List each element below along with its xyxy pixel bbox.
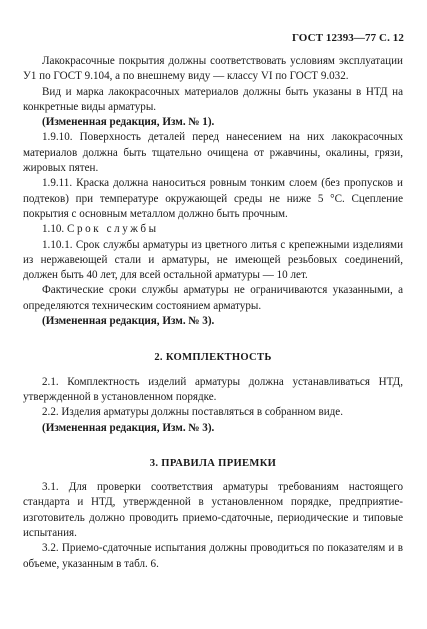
- revision-note: (Измененная редакция, Изм. № 3).: [42, 421, 215, 434]
- paragraph-1-10-1: 1.10.1. Срок службы арматуры из цветного литья с крепежными изделиями из нержавеющей стали и арматуры, не имеющей резьбовых соединений, должен быть 40 лет, для всей остальной арматуры — 10 лет.: [23, 238, 403, 282]
- paragraph-3-1: 3.1. Для проверки соответствия арматуры требованиям настоящего стандарта и НТД, утвержденной в установленном порядке, предприятие-изготовитель должно проводить приемо-сдаточные, периодические и типовые испытания.: [23, 481, 403, 540]
- section-heading-3: 3. ПРАВИЛА ПРИЕМКИ: [149, 457, 277, 469]
- paragraph-2-2: 2.2. Изделия арматуры должны поставляться в собранном виде.: [42, 406, 343, 419]
- paragraph-2-1: 2.1. Комплектность изделий арматуры должна устанавливаться НТД, утвержденной в установленном порядке.: [23, 375, 403, 403]
- paragraph-coatings: Лакокрасочные покрытия должны соответствовать условиям эксплуатации У1 по ГОСТ 9.104, а по внешнему виду — классу VI по ГОСТ 9.032.: [23, 55, 403, 83]
- paragraph-actual-service-life: Фактические сроки службы арматуры не ограничиваются указанными, а определяются техническим состоянием арматуры.: [23, 284, 403, 312]
- revision-note: (Измененная редакция, Изм. № 1).: [42, 116, 215, 129]
- revision-note: (Измененная редакция, Изм. № 3).: [42, 315, 215, 328]
- subsection-title: Срок службы: [66, 223, 159, 236]
- subsection-1-10: [23, 222, 403, 237]
- section-heading-2: 2. КОМПЛЕКТНОСТЬ: [154, 352, 272, 364]
- paragraph-coating-types: Вид и марка лакокрасочных материалов должны быть указаны в НТД на конкретные виды арматуры.: [23, 85, 403, 113]
- page-body: [23, 54, 403, 572]
- paragraph-1-9-11: 1.9.11. Краска должна наноситься ровным тонким слоем (без пропусков и подтеков) при температуре окружающей среды не ниже 5 °С. Сцепление покрытия с основным металлом должно быть прочным.: [23, 177, 403, 220]
- running-head: ГОСТ 12393—77 С. 12: [291, 32, 404, 44]
- subsection-number: 1.10.: [42, 223, 65, 236]
- paragraph-1-9-10: 1.9.10. Поверхность деталей перед нанесением на них лакокрасочных материалов должна быть тщательно очищена от ржавчины, окалины, грязи, жировых пятен.: [23, 131, 403, 175]
- paragraph-3-2: 3.2. Приемо-сдаточные испытания должны проводиться по показателям и в объеме, указанным в табл. 6.: [23, 542, 403, 570]
